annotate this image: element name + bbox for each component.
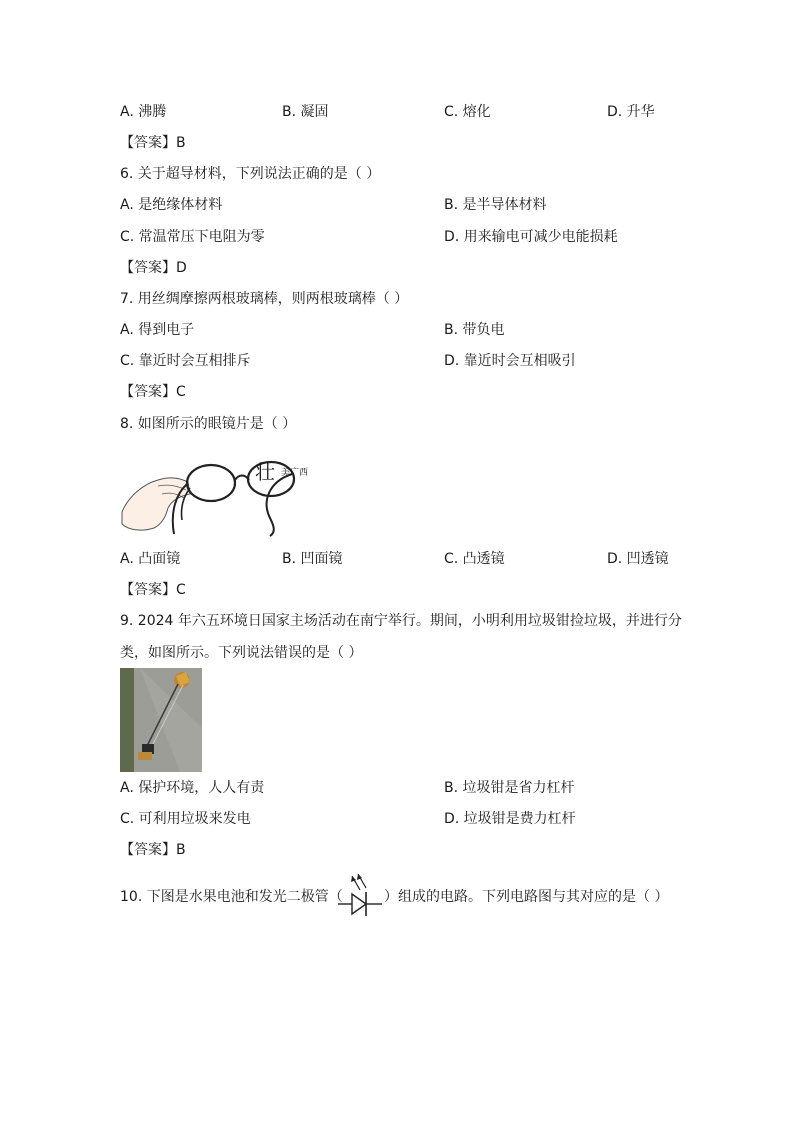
- q8-option-c: C. 凸透镜: [444, 551, 505, 567]
- q6-stem: 6. 关于超导材料，下列说法正确的是（ ）: [120, 166, 381, 182]
- q6-option-b: B. 是半导体材料: [444, 197, 547, 213]
- q8-answer: 【答案】C: [120, 582, 186, 598]
- q8-option-a: A. 凸面镜: [120, 551, 181, 567]
- q6-option-c: C. 常温常压下电阻为零: [120, 229, 265, 245]
- litter-picker-photo: [120, 668, 202, 772]
- glasses-bridge: [235, 476, 249, 481]
- q9-option-b: B. 垃圾钳是省力杠杆: [444, 780, 575, 796]
- q7-option-c: C. 靠近时会互相排斥: [120, 353, 251, 369]
- q5-option-c: C. 熔化: [444, 104, 491, 120]
- glasses-figure: [118, 452, 318, 538]
- figure-text-small: 美广西: [281, 468, 309, 478]
- q9-stem-line1: 9. 2024 年六五环境日国家主场活动在南宁举行。期间，小明利用垃圾钳捡垃圾，并进行分: [120, 613, 682, 629]
- hand-shape: [122, 478, 190, 530]
- led-symbol-icon: [338, 872, 384, 920]
- q9-option-d: D. 垃圾钳是费力杠杆: [444, 811, 576, 827]
- photo-illustration: [120, 668, 202, 772]
- q7-option-a: A. 得到电子: [120, 322, 195, 338]
- figure-text-large: 壮: [255, 460, 275, 484]
- q8-option-b: B. 凹面镜: [282, 551, 343, 567]
- q9-answer: 【答案】B: [120, 842, 186, 858]
- q5-answer: 【答案】B: [120, 135, 186, 151]
- left-lens: [187, 465, 235, 501]
- q10-stem-part1: 10. 下图是水果电池和发光二极管（: [120, 889, 343, 905]
- q9-option-c: C. 可利用垃圾来发电: [120, 811, 251, 827]
- q5-option-b: B. 凝固: [282, 104, 329, 120]
- q7-option-b: B. 带负电: [444, 322, 505, 338]
- q8-option-d: D. 凹透镜: [607, 551, 669, 567]
- glasses-illustration: [118, 452, 318, 538]
- q9-stem-line2: 类，如图所示。下列说法错误的是（ ）: [120, 645, 363, 661]
- q7-answer: 【答案】C: [120, 384, 186, 400]
- q7-stem: 7. 用丝绸摩擦两根玻璃棒，则两根玻璃棒（ ）: [120, 291, 409, 307]
- q9-option-a: A. 保护环境，人人有责: [120, 780, 265, 796]
- q7-option-d: D. 靠近时会互相吸引: [444, 353, 576, 369]
- q8-stem: 8. 如图所示的眼镜片是（ ）: [120, 416, 297, 432]
- q6-option-d: D. 用来输电可减少电能损耗: [444, 229, 618, 245]
- q5-option-d: D. 升华: [607, 104, 655, 120]
- led-diode-icon: [338, 872, 384, 920]
- q10-stem-part2: ）组成的电路。下列电路图与其对应的是（ ）: [384, 889, 669, 905]
- q6-option-a: A. 是绝缘体材料: [120, 197, 223, 213]
- q5-option-a: A. 沸腾: [120, 104, 167, 120]
- q6-answer: 【答案】D: [120, 260, 187, 276]
